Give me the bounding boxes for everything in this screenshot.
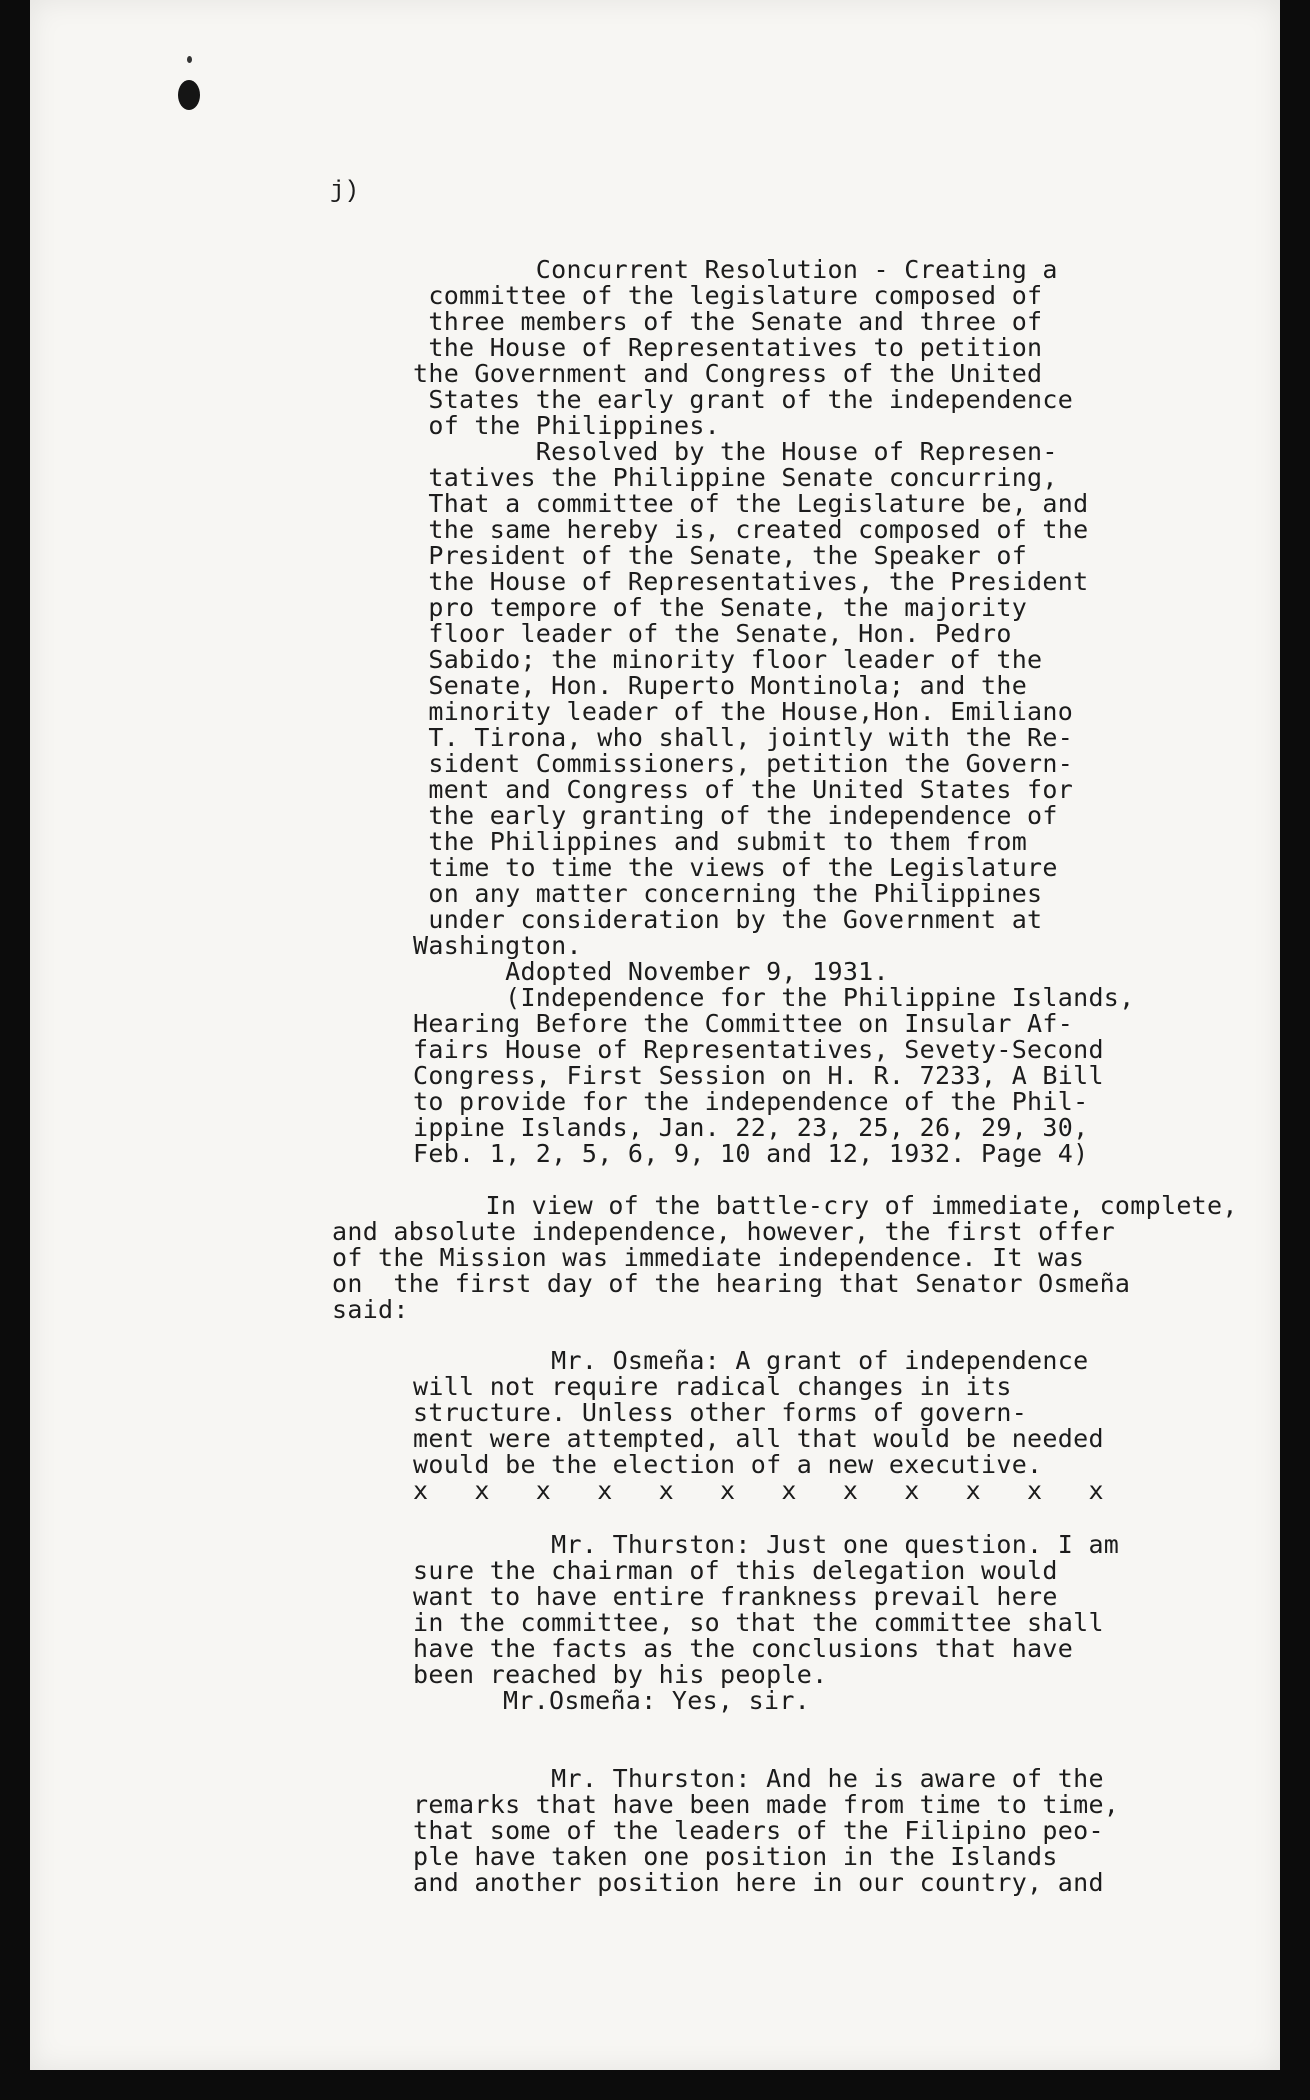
punch-hole [178,80,200,110]
thurston-question [413,1532,1119,1688]
text-line: ment and Congress of the United States for [413,775,1074,804]
text-line: (Independence for the Philippine Islands, [413,983,1135,1012]
text-line: Feb. 1, 2, 5, 6, 9, 10 and 12, 1932. Page 4) [413,1139,1089,1168]
text-line: under consideration by the Government at [413,905,1043,934]
text-line: Resolved by the House of Represen- [413,437,1058,466]
text-line: the Philippines and submit to them from [413,827,1028,856]
text-line: minority leader of the House,Hon. Emiliano [413,697,1074,726]
text-line: President of the Senate, the Speaker of [413,541,1028,570]
text-line: and absolute independence, however, the first offer [332,1217,1115,1246]
text-line: Washington. [413,931,582,960]
text-line: of the Mission was immediate independence. It was [332,1243,1085,1272]
text-line: ippine Islands, Jan. 22, 23, 25, 26, 29, 30, [413,1113,1089,1142]
text-line: Senate, Hon. Ruperto Montinola; and the [413,671,1028,700]
text-line: x x x x x x x x x x x x [413,1476,1104,1505]
text-line: ple have taken one position in the Islands [413,1842,1058,1871]
document-page [30,0,1280,2070]
text-line: time to time the views of the Legislature [413,853,1058,882]
text-line: That a committee of the Legislature be, and [413,489,1089,518]
page-marker: j) [330,178,359,205]
text-line: ment were attempted, all that would be needed [413,1424,1104,1453]
text-line: will not require radical changes in its [413,1372,1012,1401]
text-line: that some of the leaders of the Filipino peo- [413,1816,1104,1845]
text-line: would be the election of a new executive. [413,1450,1043,1479]
ink-speck [187,56,192,63]
text-line: to provide for the independence of the Phil- [413,1087,1089,1116]
osmena-statement [413,1348,1104,1504]
text-line: on the first day of the hearing that Senator Osmeña [332,1269,1131,1298]
text-line: In view of the battle-cry of immediate, complete, [332,1191,1238,1220]
text-line: Sabido; the minority floor leader of the [413,645,1043,674]
text-line: Mr. Thurston: And he is aware of the [413,1764,1104,1793]
text-line: said: [332,1295,409,1324]
concurrent-resolution-quote [413,257,1135,1167]
text-line: three members of the Senate and three of [413,307,1043,336]
text-line: been reached by his people. [413,1660,828,1689]
text-line: Concurrent Resolution - Creating a [413,255,1058,284]
text-line: Hearing Before the Committee on Insular Af- [413,1009,1074,1038]
text-line: Congress, First Session on H. R. 7233, A Bill [413,1061,1104,1090]
text-line: sident Commissioners, petition the Govern- [413,749,1074,778]
text-line: remarks that have been made from time to time, [413,1790,1120,1819]
thurston-followup [413,1766,1119,1896]
text-line: of the Philippines. [413,411,721,440]
text-line: the same hereby is, created composed of the [413,515,1089,544]
text-line: structure. Unless other forms of govern- [413,1398,1028,1427]
text-line: on any matter concerning the Philippines [413,879,1043,908]
text-line: want to have entire frankness prevail here [413,1582,1058,1611]
text-line: Mr.Osmeña: Yes, sir. [503,1686,811,1715]
text-line: Mr. Osmeña: A grant of independence [413,1346,1089,1375]
text-line: sure the chairman of this delegation would [413,1556,1058,1585]
text-line: T. Tirona, who shall, jointly with the Re- [413,723,1074,752]
text-line: have the facts as the conclusions that have [413,1634,1074,1663]
text-line: and another position here in our country, and [413,1868,1104,1897]
text-line: pro tempore of the Senate, the majority [413,593,1028,622]
text-line: the House of Representatives to petition [413,333,1043,362]
text-line: States the early grant of the independence [413,385,1074,414]
scan-border-left [0,0,30,2100]
text-line: Mr. Thurston: Just one question. I am [413,1530,1120,1559]
text-line: committee of the legislature composed of [413,281,1043,310]
text-line: floor leader of the Senate, Hon. Pedro [413,619,1012,648]
text-line: fairs House of Representatives, Sevety-Second [413,1035,1104,1064]
text-line: the House of Representatives, the President [413,567,1089,596]
text-line: tatives the Philippine Senate concurring, [413,463,1058,492]
text-line: the Government and Congress of the United [413,359,1043,388]
text-line: Adopted November 9, 1931. [413,957,889,986]
scan-border-right [1280,0,1310,2100]
text-line: in the committee, so that the committee shall [413,1608,1104,1637]
osmena-reply [503,1688,810,1714]
commentary-paragraph [332,1193,1238,1323]
scan-border-bottom [0,2070,1310,2100]
text-line: the early granting of the independence of [413,801,1058,830]
